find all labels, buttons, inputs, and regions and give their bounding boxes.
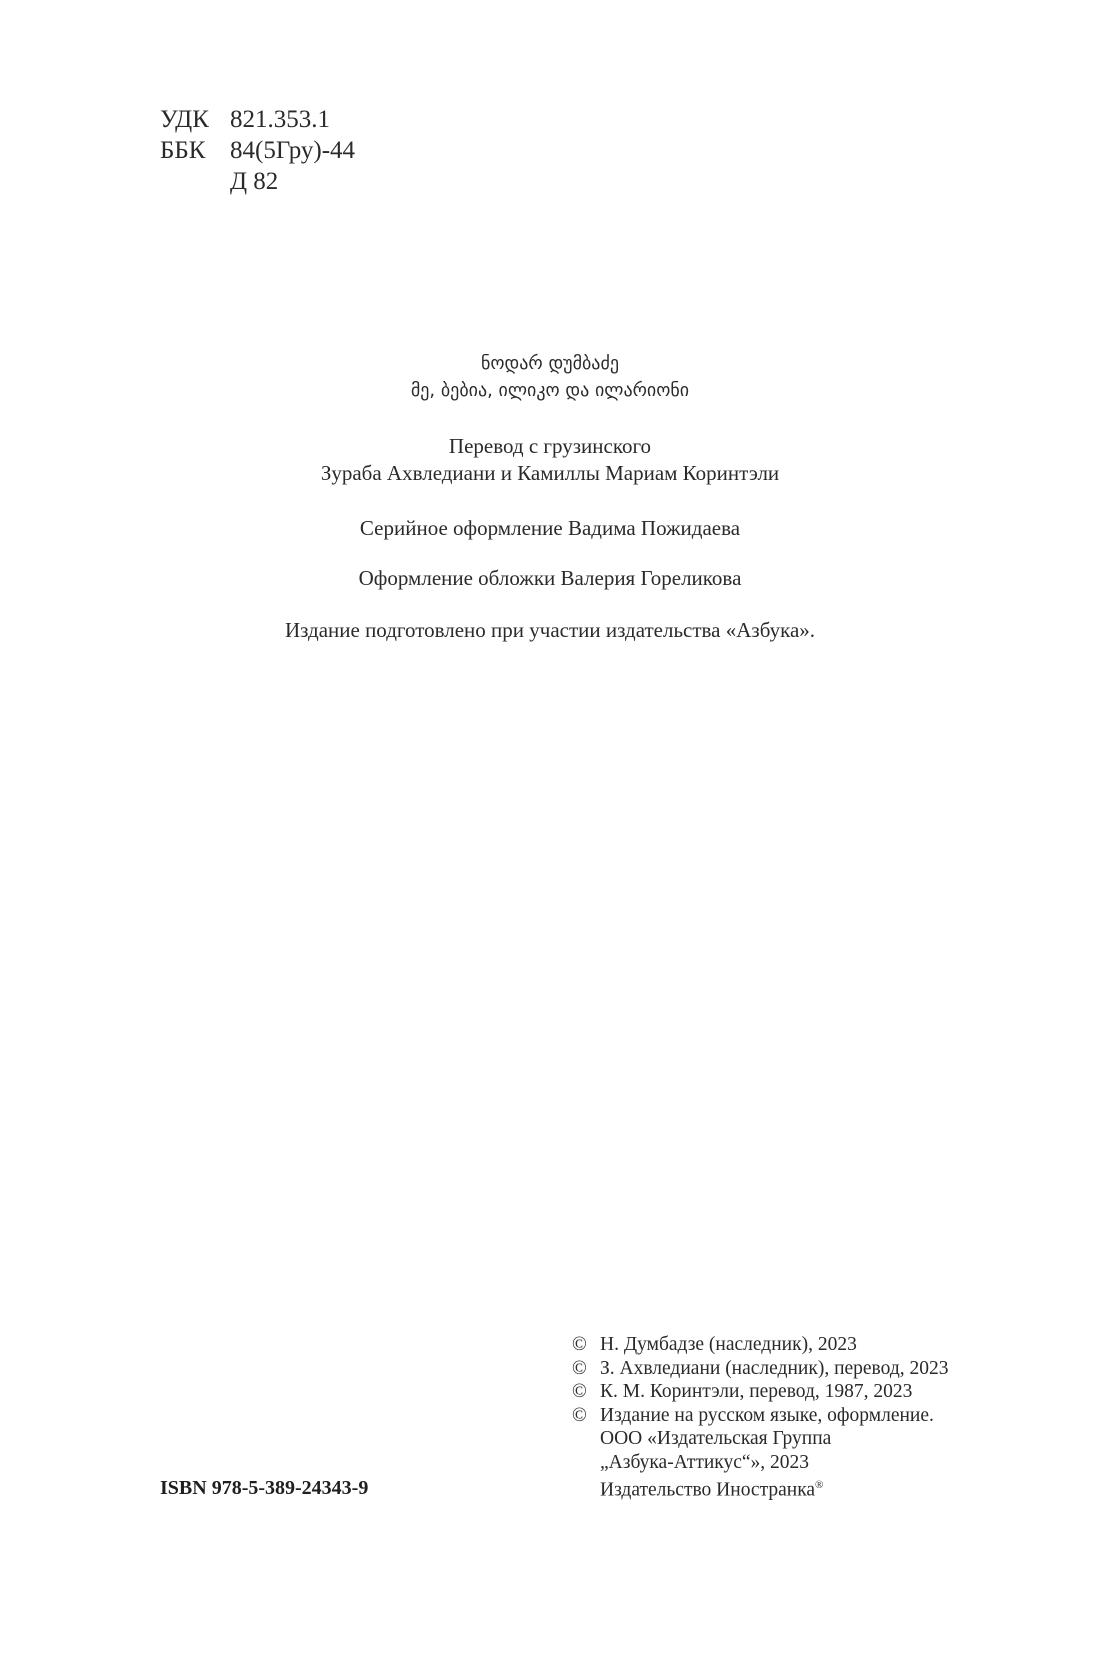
copyright-block (572, 1333, 949, 1502)
bbk-value: 84(5Гру)-44 (230, 137, 356, 164)
copyright-continuation (572, 1474, 949, 1502)
bbk-row (160, 135, 355, 166)
udk-label: УДК (160, 106, 209, 133)
copyright-item (572, 1333, 949, 1357)
copyright-item (572, 1404, 949, 1428)
original-title-block (0, 350, 1100, 404)
copyright-icon: © (572, 1357, 587, 1379)
edition-note: Издание подготовлено при участии издательства «Азбука». (284, 618, 816, 642)
author-mark: Д 82 (230, 168, 279, 195)
cover-design-credit (0, 565, 1100, 592)
translation-credit (0, 433, 1100, 487)
title-georgian: მე, ბებია, ილიკო და ილარიონი (410, 380, 690, 401)
copyright-text: Н. Думбадзе (наследник), 2023 (600, 1334, 857, 1355)
publisher-name: Издательство Иностранка (600, 1479, 816, 1501)
bbk-label: ББК (160, 137, 206, 164)
copyright-icon: © (572, 1334, 587, 1355)
copyright-continuation: ООО «Издательская Группа (600, 1428, 832, 1449)
copyright-item (572, 1380, 949, 1404)
series-design: Серийное оформление Вадима Пожидаева (359, 516, 741, 540)
copyright-text: Издание на русском языке, оформление. (600, 1404, 934, 1426)
udk-value: 821.353.1 (230, 106, 330, 133)
translation-line-1: Перевод с грузинского (448, 434, 652, 458)
registered-trademark-icon: ® (815, 1479, 824, 1491)
classification-block (160, 104, 355, 197)
edition-note-block (0, 617, 1100, 644)
copyright-text: З. Ахвледиани (наследник), перевод, 2023 (600, 1357, 949, 1379)
copyright-icon: © (572, 1381, 587, 1402)
udk-row (160, 104, 355, 135)
copyright-icon: © (572, 1404, 587, 1426)
series-design-credit (0, 515, 1100, 542)
copyright-text: К. М. Коринтэли, перевод, 1987, 2023 (600, 1381, 913, 1402)
isbn: ISBN 978-5-389-24343-9 (160, 1477, 369, 1499)
author-georgian: ნოდარ დუმბაძე (481, 353, 619, 374)
copyright-item (572, 1357, 949, 1381)
translation-line-2: Зураба Ахвледиани и Камиллы Мариам Коринтэли (320, 461, 780, 485)
copyright-continuation: „Азбука-Аттикус“», 2023 (600, 1451, 810, 1473)
cover-design: Оформление обложки Валерия Гореликова (358, 566, 742, 590)
author-mark-row (160, 166, 355, 197)
